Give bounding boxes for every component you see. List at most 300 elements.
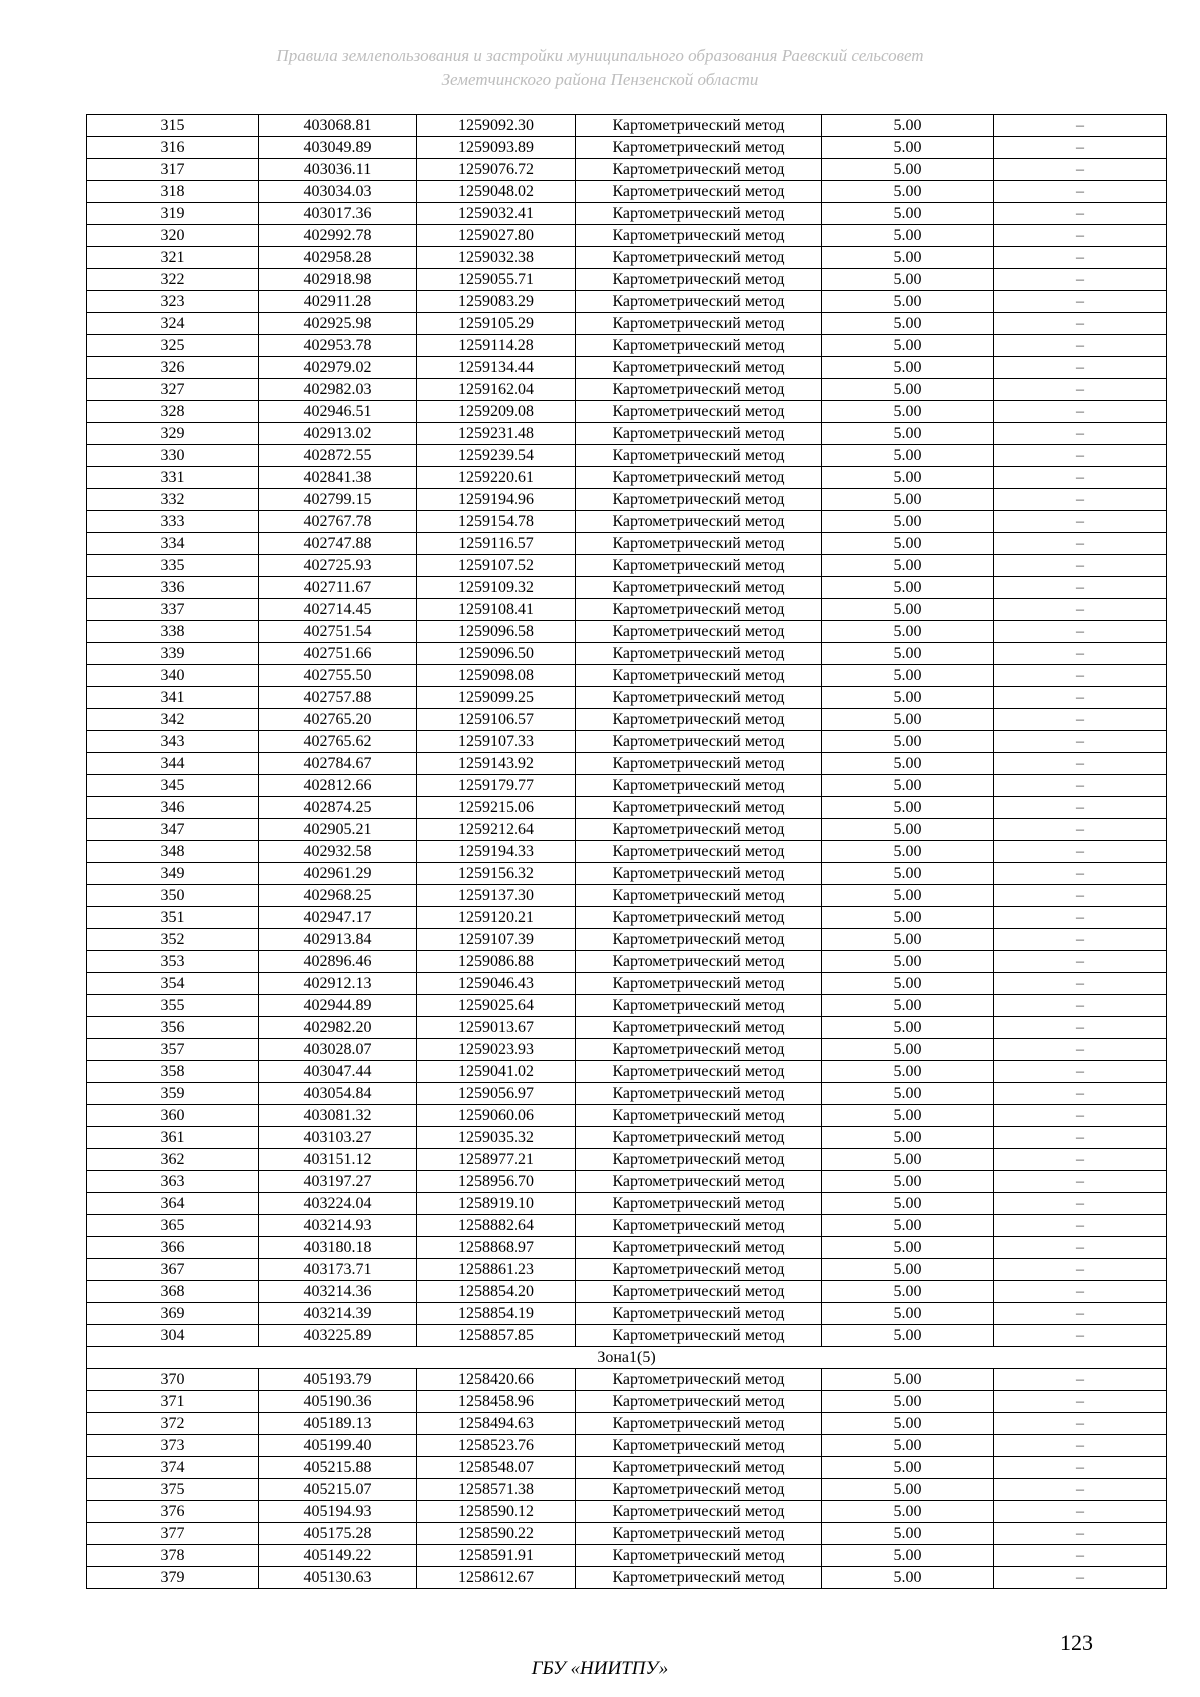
note-cell: –: [994, 423, 1167, 445]
point-number-cell: 361: [87, 1127, 259, 1149]
x-coordinate-cell: 403049.89: [259, 137, 417, 159]
method-cell: Картометрический метод: [576, 1149, 822, 1171]
note-cell: –: [994, 533, 1167, 555]
note-cell: –: [994, 1083, 1167, 1105]
header-line-1: Правила землепользования и застройки муниципального образования Раевский сельсовет: [276, 46, 924, 65]
note-cell: –: [994, 1369, 1167, 1391]
y-coordinate-cell: 1258861.23: [417, 1259, 576, 1281]
accuracy-cell: 5.00: [822, 247, 994, 269]
note-cell: –: [994, 929, 1167, 951]
note-cell: –: [994, 181, 1167, 203]
accuracy-cell: 5.00: [822, 929, 994, 951]
note-cell: –: [994, 885, 1167, 907]
table-row: [87, 577, 1167, 599]
x-coordinate-cell: 402979.02: [259, 357, 417, 379]
point-number-cell: 331: [87, 467, 259, 489]
table-row: [87, 1523, 1167, 1545]
accuracy-cell: 5.00: [822, 885, 994, 907]
table-row: [87, 225, 1167, 247]
note-cell: –: [994, 1501, 1167, 1523]
table-row: [87, 401, 1167, 423]
point-number-cell: 326: [87, 357, 259, 379]
x-coordinate-cell: 402714.45: [259, 599, 417, 621]
y-coordinate-cell: 1259116.57: [417, 533, 576, 555]
table-row: [87, 1369, 1167, 1391]
accuracy-cell: 5.00: [822, 687, 994, 709]
y-coordinate-cell: 1259143.92: [417, 753, 576, 775]
x-coordinate-cell: 402896.46: [259, 951, 417, 973]
note-cell: –: [994, 643, 1167, 665]
accuracy-cell: 5.00: [822, 335, 994, 357]
table-row: [87, 1105, 1167, 1127]
point-number-cell: 367: [87, 1259, 259, 1281]
accuracy-cell: 5.00: [822, 401, 994, 423]
method-cell: Картометрический метод: [576, 1237, 822, 1259]
table-row: [87, 687, 1167, 709]
point-number-cell: 358: [87, 1061, 259, 1083]
zone-label: Зона1(5): [87, 1347, 1167, 1369]
y-coordinate-cell: 1259107.52: [417, 555, 576, 577]
method-cell: Картометрический метод: [576, 137, 822, 159]
method-cell: Картометрический метод: [576, 1391, 822, 1413]
accuracy-cell: 5.00: [822, 841, 994, 863]
y-coordinate-cell: 1259032.41: [417, 203, 576, 225]
table-row: [87, 907, 1167, 929]
table-row: [87, 423, 1167, 445]
table-row: [87, 1479, 1167, 1501]
x-coordinate-cell: 402912.13: [259, 973, 417, 995]
x-coordinate-cell: 405130.63: [259, 1567, 417, 1589]
point-number-cell: 327: [87, 379, 259, 401]
x-coordinate-cell: 405194.93: [259, 1501, 417, 1523]
y-coordinate-cell: 1258458.96: [417, 1391, 576, 1413]
accuracy-cell: 5.00: [822, 1105, 994, 1127]
point-number-cell: 359: [87, 1083, 259, 1105]
note-cell: –: [994, 1325, 1167, 1347]
x-coordinate-cell: 405189.13: [259, 1413, 417, 1435]
note-cell: –: [994, 115, 1167, 137]
x-coordinate-cell: 403151.12: [259, 1149, 417, 1171]
y-coordinate-cell: 1258854.19: [417, 1303, 576, 1325]
method-cell: Картометрический метод: [576, 577, 822, 599]
method-cell: Картометрический метод: [576, 797, 822, 819]
accuracy-cell: 5.00: [822, 269, 994, 291]
accuracy-cell: 5.00: [822, 599, 994, 621]
y-coordinate-cell: 1259041.02: [417, 1061, 576, 1083]
method-cell: Картометрический метод: [576, 885, 822, 907]
note-cell: –: [994, 599, 1167, 621]
method-cell: Картометрический метод: [576, 1479, 822, 1501]
accuracy-cell: 5.00: [822, 1325, 994, 1347]
note-cell: –: [994, 1479, 1167, 1501]
note-cell: –: [994, 775, 1167, 797]
point-number-cell: 317: [87, 159, 259, 181]
accuracy-cell: 5.00: [822, 973, 994, 995]
point-number-cell: 377: [87, 1523, 259, 1545]
table-row: [87, 115, 1167, 137]
method-cell: Картометрический метод: [576, 1369, 822, 1391]
note-cell: –: [994, 687, 1167, 709]
point-number-cell: 339: [87, 643, 259, 665]
x-coordinate-cell: 402911.28: [259, 291, 417, 313]
table-row: [87, 203, 1167, 225]
accuracy-cell: 5.00: [822, 181, 994, 203]
method-cell: Картометрический метод: [576, 929, 822, 951]
method-cell: Картометрический метод: [576, 665, 822, 687]
y-coordinate-cell: 1259215.06: [417, 797, 576, 819]
table-row: [87, 709, 1167, 731]
x-coordinate-cell: 403103.27: [259, 1127, 417, 1149]
note-cell: –: [994, 995, 1167, 1017]
point-number-cell: 368: [87, 1281, 259, 1303]
header-line-2: Земетчинского района Пензенской области: [441, 70, 759, 89]
note-cell: –: [994, 247, 1167, 269]
point-number-cell: 329: [87, 423, 259, 445]
method-cell: Картометрический метод: [576, 1171, 822, 1193]
method-cell: Картометрический метод: [576, 1523, 822, 1545]
y-coordinate-cell: 1259060.06: [417, 1105, 576, 1127]
y-coordinate-cell: 1259098.08: [417, 665, 576, 687]
y-coordinate-cell: 1259076.72: [417, 159, 576, 181]
accuracy-cell: 5.00: [822, 1567, 994, 1589]
method-cell: Картометрический метод: [576, 1083, 822, 1105]
table-row: [87, 621, 1167, 643]
method-cell: Картометрический метод: [576, 973, 822, 995]
x-coordinate-cell: 403081.32: [259, 1105, 417, 1127]
page-header: [0, 44, 1200, 92]
x-coordinate-cell: 403214.39: [259, 1303, 417, 1325]
y-coordinate-cell: 1258590.12: [417, 1501, 576, 1523]
y-coordinate-cell: 1259105.29: [417, 313, 576, 335]
method-cell: Картометрический метод: [576, 1325, 822, 1347]
x-coordinate-cell: 405215.07: [259, 1479, 417, 1501]
point-number-cell: 325: [87, 335, 259, 357]
method-cell: Картометрический метод: [576, 687, 822, 709]
table-row: [87, 1017, 1167, 1039]
method-cell: Картометрический метод: [576, 423, 822, 445]
table-row: [87, 159, 1167, 181]
accuracy-cell: 5.00: [822, 1303, 994, 1325]
note-cell: –: [994, 467, 1167, 489]
x-coordinate-cell: 402946.51: [259, 401, 417, 423]
note-cell: –: [994, 203, 1167, 225]
point-number-cell: 321: [87, 247, 259, 269]
note-cell: –: [994, 665, 1167, 687]
accuracy-cell: 5.00: [822, 731, 994, 753]
accuracy-cell: 5.00: [822, 1457, 994, 1479]
y-coordinate-cell: 1259035.32: [417, 1127, 576, 1149]
point-number-cell: 328: [87, 401, 259, 423]
point-number-cell: 320: [87, 225, 259, 247]
point-number-cell: 323: [87, 291, 259, 313]
point-number-cell: 357: [87, 1039, 259, 1061]
point-number-cell: 372: [87, 1413, 259, 1435]
note-cell: –: [994, 819, 1167, 841]
accuracy-cell: 5.00: [822, 819, 994, 841]
accuracy-cell: 5.00: [822, 1215, 994, 1237]
table-row: [87, 181, 1167, 203]
method-cell: Картометрический метод: [576, 1039, 822, 1061]
x-coordinate-cell: 402799.15: [259, 489, 417, 511]
method-cell: Картометрический метод: [576, 1061, 822, 1083]
coordinates-table-wrapper: [86, 114, 1166, 1589]
table-row: [87, 995, 1167, 1017]
accuracy-cell: 5.00: [822, 1413, 994, 1435]
table-row: [87, 599, 1167, 621]
accuracy-cell: 5.00: [822, 775, 994, 797]
table-row: [87, 1237, 1167, 1259]
accuracy-cell: 5.00: [822, 357, 994, 379]
method-cell: Картометрический метод: [576, 951, 822, 973]
x-coordinate-cell: 402755.50: [259, 665, 417, 687]
x-coordinate-cell: 403017.36: [259, 203, 417, 225]
y-coordinate-cell: 1259212.64: [417, 819, 576, 841]
point-number-cell: 319: [87, 203, 259, 225]
note-cell: –: [994, 1545, 1167, 1567]
method-cell: Картометрический метод: [576, 1435, 822, 1457]
point-number-cell: 376: [87, 1501, 259, 1523]
y-coordinate-cell: 1258590.22: [417, 1523, 576, 1545]
table-row: [87, 1039, 1167, 1061]
x-coordinate-cell: 402982.20: [259, 1017, 417, 1039]
method-cell: Картометрический метод: [576, 1545, 822, 1567]
table-row: [87, 511, 1167, 533]
accuracy-cell: 5.00: [822, 1083, 994, 1105]
accuracy-cell: 5.00: [822, 489, 994, 511]
x-coordinate-cell: 402947.17: [259, 907, 417, 929]
note-cell: –: [994, 335, 1167, 357]
note-cell: –: [994, 863, 1167, 885]
table-row: [87, 1391, 1167, 1413]
accuracy-cell: 5.00: [822, 1391, 994, 1413]
point-number-cell: 343: [87, 731, 259, 753]
y-coordinate-cell: 1259106.57: [417, 709, 576, 731]
point-number-cell: 315: [87, 115, 259, 137]
y-coordinate-cell: 1259055.71: [417, 269, 576, 291]
method-cell: Картометрический метод: [576, 643, 822, 665]
table-row: [87, 819, 1167, 841]
y-coordinate-cell: 1259162.04: [417, 379, 576, 401]
note-cell: –: [994, 313, 1167, 335]
table-row: [87, 1281, 1167, 1303]
accuracy-cell: 5.00: [822, 1127, 994, 1149]
point-number-cell: 370: [87, 1369, 259, 1391]
x-coordinate-cell: 402751.54: [259, 621, 417, 643]
note-cell: –: [994, 379, 1167, 401]
accuracy-cell: 5.00: [822, 1061, 994, 1083]
table-row: [87, 797, 1167, 819]
method-cell: Картометрический метод: [576, 291, 822, 313]
y-coordinate-cell: 1258591.91: [417, 1545, 576, 1567]
method-cell: Картометрический метод: [576, 599, 822, 621]
table-row: [87, 247, 1167, 269]
accuracy-cell: 5.00: [822, 863, 994, 885]
table-row: [87, 335, 1167, 357]
point-number-cell: 346: [87, 797, 259, 819]
table-row: [87, 973, 1167, 995]
accuracy-cell: 5.00: [822, 159, 994, 181]
x-coordinate-cell: 403054.84: [259, 1083, 417, 1105]
note-cell: –: [994, 159, 1167, 181]
y-coordinate-cell: 1259179.77: [417, 775, 576, 797]
y-coordinate-cell: 1259194.33: [417, 841, 576, 863]
method-cell: Картометрический метод: [576, 1105, 822, 1127]
y-coordinate-cell: 1259239.54: [417, 445, 576, 467]
accuracy-cell: 5.00: [822, 1479, 994, 1501]
y-coordinate-cell: 1259220.61: [417, 467, 576, 489]
table-row: [87, 753, 1167, 775]
x-coordinate-cell: 403068.81: [259, 115, 417, 137]
table-row: [87, 643, 1167, 665]
accuracy-cell: 5.00: [822, 203, 994, 225]
x-coordinate-cell: 403036.11: [259, 159, 417, 181]
note-cell: –: [994, 357, 1167, 379]
y-coordinate-cell: 1259156.32: [417, 863, 576, 885]
y-coordinate-cell: 1259093.89: [417, 137, 576, 159]
method-cell: Картометрический метод: [576, 335, 822, 357]
page-footer: ГБУ «НИИТПУ»: [531, 1658, 669, 1679]
table-row: [87, 1413, 1167, 1435]
accuracy-cell: 5.00: [822, 643, 994, 665]
accuracy-cell: 5.00: [822, 533, 994, 555]
method-cell: Картометрический метод: [576, 753, 822, 775]
point-number-cell: 353: [87, 951, 259, 973]
method-cell: Картометрический метод: [576, 247, 822, 269]
table-row: [87, 489, 1167, 511]
note-cell: –: [994, 225, 1167, 247]
y-coordinate-cell: 1258956.70: [417, 1171, 576, 1193]
method-cell: Картометрический метод: [576, 181, 822, 203]
note-cell: –: [994, 1567, 1167, 1589]
point-number-cell: 365: [87, 1215, 259, 1237]
accuracy-cell: 5.00: [822, 1017, 994, 1039]
point-number-cell: 334: [87, 533, 259, 555]
accuracy-cell: 5.00: [822, 1435, 994, 1457]
method-cell: Картометрический метод: [576, 1017, 822, 1039]
accuracy-cell: 5.00: [822, 951, 994, 973]
accuracy-cell: 5.00: [822, 577, 994, 599]
y-coordinate-cell: 1259025.64: [417, 995, 576, 1017]
note-cell: –: [994, 445, 1167, 467]
point-number-cell: 337: [87, 599, 259, 621]
note-cell: –: [994, 1303, 1167, 1325]
y-coordinate-cell: 1258420.66: [417, 1369, 576, 1391]
table-row: [87, 1083, 1167, 1105]
method-cell: Картометрический метод: [576, 1457, 822, 1479]
point-number-cell: 352: [87, 929, 259, 951]
y-coordinate-cell: 1258494.63: [417, 1413, 576, 1435]
note-cell: –: [994, 1413, 1167, 1435]
table-row: [87, 291, 1167, 313]
note-cell: –: [994, 973, 1167, 995]
note-cell: –: [994, 1215, 1167, 1237]
method-cell: Картометрический метод: [576, 269, 822, 291]
x-coordinate-cell: 403028.07: [259, 1039, 417, 1061]
accuracy-cell: 5.00: [822, 137, 994, 159]
note-cell: –: [994, 1149, 1167, 1171]
note-cell: –: [994, 1171, 1167, 1193]
x-coordinate-cell: 403225.89: [259, 1325, 417, 1347]
table-row: [87, 665, 1167, 687]
note-cell: –: [994, 709, 1167, 731]
table-row: [87, 467, 1167, 489]
x-coordinate-cell: 403047.44: [259, 1061, 417, 1083]
table-row: [87, 269, 1167, 291]
note-cell: –: [994, 1061, 1167, 1083]
note-cell: –: [994, 1105, 1167, 1127]
table-row: [87, 929, 1167, 951]
point-number-cell: 324: [87, 313, 259, 335]
note-cell: –: [994, 951, 1167, 973]
y-coordinate-cell: 1259109.32: [417, 577, 576, 599]
accuracy-cell: 5.00: [822, 797, 994, 819]
point-number-cell: 355: [87, 995, 259, 1017]
x-coordinate-cell: 402812.66: [259, 775, 417, 797]
accuracy-cell: 5.00: [822, 1039, 994, 1061]
x-coordinate-cell: 405149.22: [259, 1545, 417, 1567]
method-cell: Картометрический метод: [576, 1127, 822, 1149]
y-coordinate-cell: 1258612.67: [417, 1567, 576, 1589]
table-row: [87, 1259, 1167, 1281]
table-row: [87, 445, 1167, 467]
method-cell: Картометрический метод: [576, 775, 822, 797]
table-row: [87, 1457, 1167, 1479]
point-number-cell: 351: [87, 907, 259, 929]
accuracy-cell: 5.00: [822, 1193, 994, 1215]
method-cell: Картометрический метод: [576, 1281, 822, 1303]
method-cell: Картометрический метод: [576, 995, 822, 1017]
table-row: [87, 1061, 1167, 1083]
x-coordinate-cell: 402841.38: [259, 467, 417, 489]
method-cell: Картометрический метод: [576, 1259, 822, 1281]
method-cell: Картометрический метод: [576, 115, 822, 137]
y-coordinate-cell: 1259120.21: [417, 907, 576, 929]
table-row: [87, 1215, 1167, 1237]
note-cell: –: [994, 1457, 1167, 1479]
table-row: [87, 1325, 1167, 1347]
note-cell: –: [994, 1127, 1167, 1149]
point-number-cell: 348: [87, 841, 259, 863]
point-number-cell: 345: [87, 775, 259, 797]
note-cell: –: [994, 841, 1167, 863]
x-coordinate-cell: 403214.93: [259, 1215, 417, 1237]
accuracy-cell: 5.00: [822, 1237, 994, 1259]
table-row: [87, 1545, 1167, 1567]
point-number-cell: 373: [87, 1435, 259, 1457]
table-row: [87, 863, 1167, 885]
y-coordinate-cell: 1258977.21: [417, 1149, 576, 1171]
table-row: [87, 1149, 1167, 1171]
point-number-cell: 335: [87, 555, 259, 577]
x-coordinate-cell: 402725.93: [259, 555, 417, 577]
y-coordinate-cell: 1258919.10: [417, 1193, 576, 1215]
y-coordinate-cell: 1259096.58: [417, 621, 576, 643]
y-coordinate-cell: 1259231.48: [417, 423, 576, 445]
y-coordinate-cell: 1258523.76: [417, 1435, 576, 1457]
x-coordinate-cell: 402757.88: [259, 687, 417, 709]
note-cell: –: [994, 797, 1167, 819]
y-coordinate-cell: 1259096.50: [417, 643, 576, 665]
accuracy-cell: 5.00: [822, 1369, 994, 1391]
x-coordinate-cell: 402874.25: [259, 797, 417, 819]
zone-header-row: [87, 1347, 1167, 1369]
method-cell: Картометрический метод: [576, 511, 822, 533]
y-coordinate-cell: 1259032.38: [417, 247, 576, 269]
x-coordinate-cell: 402751.66: [259, 643, 417, 665]
method-cell: Картометрический метод: [576, 841, 822, 863]
point-number-cell: 350: [87, 885, 259, 907]
accuracy-cell: 5.00: [822, 1281, 994, 1303]
